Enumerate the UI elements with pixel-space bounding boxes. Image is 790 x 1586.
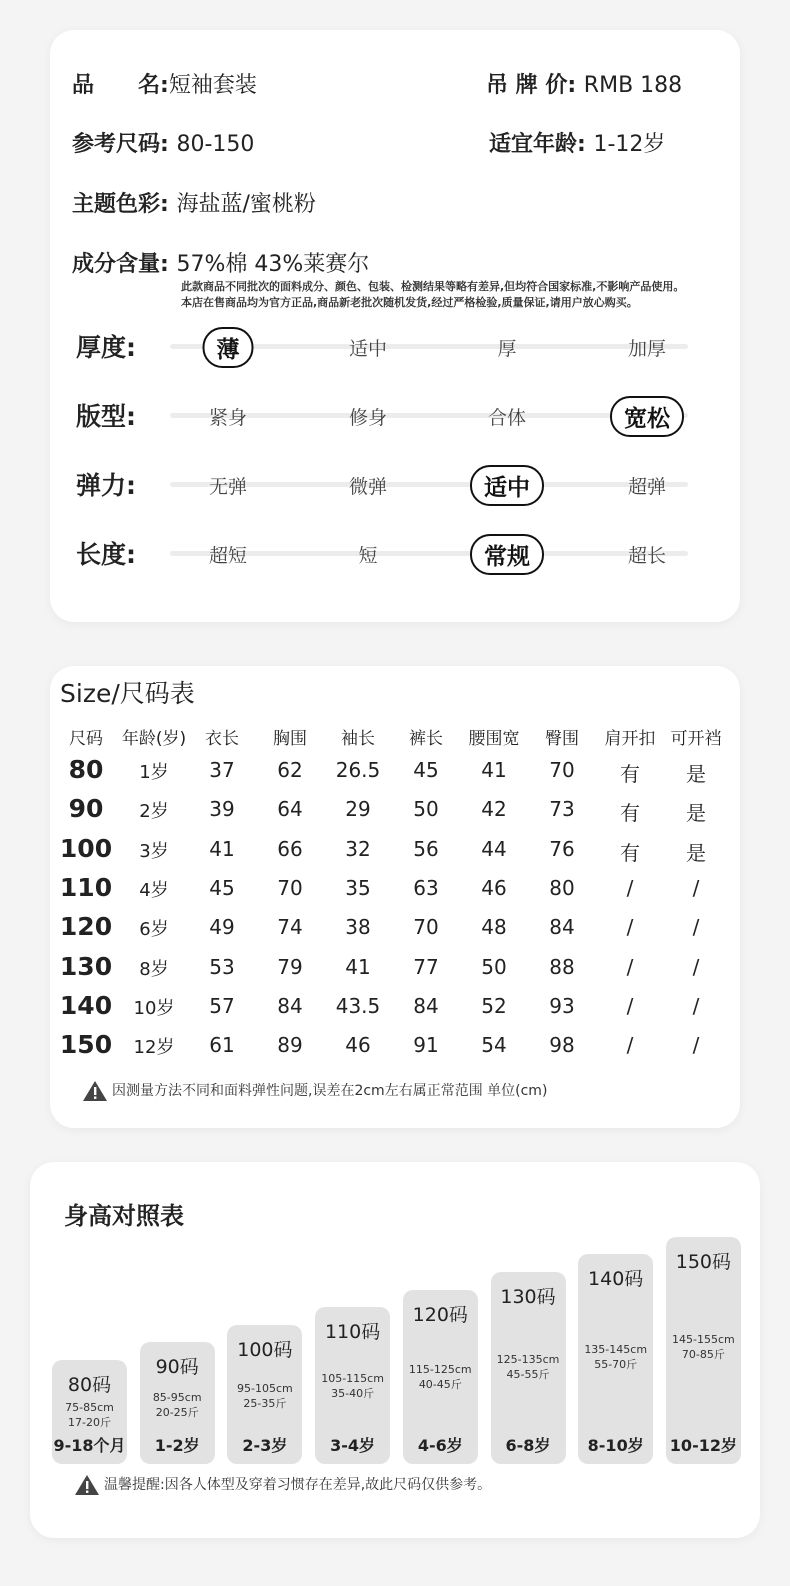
bar-age-label: 8-10岁 xyxy=(587,1436,644,1455)
bar-height-label: 135-145cm xyxy=(584,1342,648,1356)
table-cell: 10岁 xyxy=(133,997,175,1019)
bar-height-label: 145-155cm xyxy=(672,1333,735,1347)
table-cell: 39 xyxy=(209,797,235,822)
table-size-cell: 150 xyxy=(59,1030,113,1060)
table-cell: 38 xyxy=(345,915,371,940)
attribute-option-selected: 适中 xyxy=(470,465,544,506)
table-size-cell: 120 xyxy=(59,912,113,942)
table-cell: 是 xyxy=(686,840,706,865)
attribute-label: 长度: xyxy=(76,540,136,569)
table-cell: / xyxy=(626,875,634,900)
attribute-option: 合体 xyxy=(487,407,526,429)
note-line-2: 本店在售商品均为官方正品,商品新老批次随机发货,经过严格检验,质量保证,请用户放心购买。 xyxy=(181,296,638,309)
attribute-option: 紧身 xyxy=(208,407,247,429)
table-cell: 74 xyxy=(277,915,303,940)
table-cell: 84 xyxy=(277,993,303,1018)
attribute-option: 短 xyxy=(358,545,378,567)
attribute-label: 厚度: xyxy=(76,333,136,362)
table-size-cell: 100 xyxy=(59,833,113,863)
height-bar xyxy=(403,1290,478,1464)
price-value: RMB 188 xyxy=(583,73,683,98)
height-bar xyxy=(578,1254,653,1464)
table-cell: 46 xyxy=(481,875,507,900)
age-row xyxy=(489,127,665,158)
attribute-option-selected: 宽松 xyxy=(610,396,684,437)
product-info-card xyxy=(50,30,740,622)
table-cell: 2岁 xyxy=(139,801,169,823)
height-chart-title: 身高对照表 xyxy=(64,1202,184,1230)
warning-icon xyxy=(82,1080,108,1102)
table-cell: 29 xyxy=(345,797,371,822)
table-cell: 有 xyxy=(620,762,640,786)
table-cell: 62 xyxy=(277,758,303,782)
material-label: 成分含量: xyxy=(72,252,169,277)
height-chart-card xyxy=(30,1162,760,1538)
table-cell: 50 xyxy=(481,954,507,979)
table-cell: 49 xyxy=(209,915,235,940)
height-bar xyxy=(315,1307,390,1464)
table-cell: 56 xyxy=(413,836,439,861)
table-cell: 有 xyxy=(620,801,640,826)
table-cell: 77 xyxy=(413,954,439,979)
table-header-cell: 衣长 xyxy=(205,729,239,749)
bar-size-label: 110码 xyxy=(324,1321,381,1343)
table-cell: 是 xyxy=(686,762,706,786)
size-table-title: Size/尺码表 xyxy=(60,679,195,708)
table-cell: 48 xyxy=(481,915,507,940)
table-cell: 84 xyxy=(549,915,575,940)
table-header-cell: 裤长 xyxy=(409,729,443,749)
size-table-card xyxy=(50,666,740,1128)
bar-weight-label: 45-55斤 xyxy=(506,1367,550,1381)
table-cell: 46 xyxy=(345,1033,371,1058)
table-cell: 6岁 xyxy=(139,919,169,941)
table-cell: 70 xyxy=(549,758,575,782)
bar-height-label: 115-125cm xyxy=(408,1362,472,1376)
bar-height-label: 125-135cm xyxy=(496,1352,560,1366)
color-row xyxy=(72,187,316,218)
table-header-cell: 可开裆 xyxy=(670,729,722,749)
bar-age-label: 9-18个月 xyxy=(53,1436,126,1455)
bar-age-label: 1-2岁 xyxy=(154,1436,200,1455)
attribute-option: 厚 xyxy=(497,338,517,360)
bar-size-label: 130码 xyxy=(500,1286,556,1308)
table-cell: 88 xyxy=(549,954,575,979)
table-cell: 1岁 xyxy=(139,762,169,783)
table-cell: 79 xyxy=(277,954,303,979)
table-cell: / xyxy=(626,915,634,940)
product-name-row xyxy=(72,68,257,99)
table-cell: / xyxy=(692,993,700,1018)
table-cell: 64 xyxy=(277,797,303,822)
material-row xyxy=(72,247,369,278)
table-header-cell: 袖长 xyxy=(341,729,375,749)
table-cell: 70 xyxy=(413,915,439,940)
product-name-value: 短袖套装 xyxy=(168,73,257,98)
table-cell: 70 xyxy=(277,875,303,900)
attribute-option-selected: 常规 xyxy=(470,534,544,575)
table-size-cell: 110 xyxy=(59,872,113,902)
product-name-label: 品 名: xyxy=(72,73,169,98)
table-cell: 是 xyxy=(686,801,706,826)
bar-size-label: 80码 xyxy=(67,1374,112,1396)
table-header-cell: 肩开扣 xyxy=(604,729,656,749)
attribute-option: 修身 xyxy=(348,407,387,429)
table-cell: 91 xyxy=(413,1033,439,1058)
bar-size-label: 100码 xyxy=(237,1339,293,1361)
table-cell: / xyxy=(692,875,700,900)
price-row xyxy=(486,68,682,99)
table-cell: 12岁 xyxy=(133,1037,175,1059)
table-cell: 3岁 xyxy=(139,840,169,862)
size-range-label: 参考尺码: xyxy=(72,132,169,157)
bar-weight-label: 70-85斤 xyxy=(681,1348,725,1362)
table-size-cell: 80 xyxy=(68,755,104,784)
bar-weight-label: 40-45斤 xyxy=(418,1377,462,1391)
material-value: 57%棉 43%莱赛尔 xyxy=(176,252,370,277)
bar-weight-label: 20-25斤 xyxy=(155,1406,199,1420)
table-header-cell: 尺码 xyxy=(69,729,103,749)
attribute-option: 适中 xyxy=(348,338,387,360)
size-range-row xyxy=(72,127,254,158)
height-chart-tip-text: 温馨提醒:因各人体型及穿着习惯存在差异,故此尺码仅供参考。 xyxy=(104,1477,492,1493)
bar-size-label: 120码 xyxy=(412,1304,468,1326)
color-label: 主题色彩: xyxy=(72,192,169,217)
table-cell: / xyxy=(626,954,634,979)
table-cell: 35 xyxy=(345,875,371,900)
attribute-option: 超弹 xyxy=(627,476,666,498)
table-cell: 4岁 xyxy=(139,879,169,901)
size-table-note xyxy=(82,1080,547,1102)
table-size-cell: 130 xyxy=(59,951,113,981)
color-value: 海盐蓝/蜜桃粉 xyxy=(176,192,316,217)
bar-height-label: 105-115cm xyxy=(321,1371,384,1385)
bar-height-label: 95-105cm xyxy=(237,1381,293,1395)
bar-size-label: 90码 xyxy=(155,1356,199,1378)
table-cell: / xyxy=(626,1033,634,1058)
table-cell: 41 xyxy=(345,954,371,979)
age-value: 1-12岁 xyxy=(593,132,666,157)
bar-weight-label: 17-20斤 xyxy=(68,1416,111,1429)
bar-age-label: 2-3岁 xyxy=(242,1436,288,1455)
bar-size-label: 150码 xyxy=(675,1251,732,1273)
table-cell: 44 xyxy=(481,836,507,861)
bar-age-label: 6-8岁 xyxy=(505,1436,551,1455)
note-line-1: 此款商品不同批次的面料成分、颜色、包装、检测结果等略有差异,但均符合国家标准,不影响产品使用。 xyxy=(181,280,685,293)
table-cell: 76 xyxy=(549,836,575,861)
height-bar xyxy=(227,1325,302,1464)
bar-age-label: 3-4岁 xyxy=(330,1436,376,1455)
height-bar xyxy=(666,1237,741,1464)
table-cell: 41 xyxy=(209,836,235,861)
attribute-label: 版型: xyxy=(76,402,136,431)
table-cell: 37 xyxy=(209,758,235,782)
table-header-cell: 胸围 xyxy=(273,729,307,749)
table-cell: 有 xyxy=(620,840,640,865)
price-label: 吊 牌 价: xyxy=(486,73,577,98)
table-cell: 84 xyxy=(413,993,439,1018)
bar-size-label: 140码 xyxy=(588,1268,644,1290)
table-cell: 66 xyxy=(277,836,303,861)
table-header-cell: 年龄(岁) xyxy=(121,729,187,749)
height-chart-tip xyxy=(74,1474,491,1496)
table-header-cell: 腰围宽 xyxy=(468,729,520,749)
table-header-cell: 臀围 xyxy=(545,729,579,749)
table-cell: 73 xyxy=(549,797,575,822)
attribute-option: 加厚 xyxy=(627,338,666,360)
table-cell: 61 xyxy=(209,1033,235,1058)
size-table-note-text: 因测量方法不同和面料弹性问题,误差在2cm左右属正常范围 单位(cm) xyxy=(112,1083,548,1099)
table-cell: 89 xyxy=(277,1033,303,1058)
age-label: 适宜年龄: xyxy=(489,132,586,157)
bar-age-label: 10-12岁 xyxy=(669,1436,737,1455)
bar-height-label: 85-95cm xyxy=(152,1391,202,1405)
bar-weight-label: 35-40斤 xyxy=(331,1386,375,1400)
attribute-option: 微弹 xyxy=(348,476,387,498)
bar-height-label: 75-85cm xyxy=(65,1401,114,1414)
table-cell: 42 xyxy=(481,797,507,822)
table-cell: 52 xyxy=(481,993,507,1018)
height-bar xyxy=(491,1272,566,1464)
bar-weight-label: 25-35斤 xyxy=(243,1396,287,1410)
table-cell: 43.5 xyxy=(335,993,381,1018)
table-cell: / xyxy=(626,993,634,1018)
table-cell: 98 xyxy=(549,1033,575,1058)
table-cell: 93 xyxy=(549,993,575,1018)
table-cell: / xyxy=(692,1033,700,1058)
table-cell: 57 xyxy=(209,993,235,1018)
height-bar xyxy=(52,1360,127,1464)
table-cell: 8岁 xyxy=(139,958,169,980)
size-range-value: 80-150 xyxy=(176,132,255,157)
table-cell: / xyxy=(692,915,700,940)
table-cell: 26.5 xyxy=(335,758,381,782)
table-cell: 41 xyxy=(481,758,507,782)
attribute-option-selected: 薄 xyxy=(203,327,254,368)
attribute-option: 超长 xyxy=(627,545,666,567)
table-size-cell: 90 xyxy=(68,794,104,824)
table-cell: 45 xyxy=(209,875,235,900)
bar-age-label: 4-6岁 xyxy=(417,1436,463,1455)
table-cell: 54 xyxy=(481,1033,507,1058)
table-cell: 50 xyxy=(413,797,439,822)
warning-icon xyxy=(74,1474,100,1496)
table-size-cell: 140 xyxy=(59,990,113,1020)
attribute-option: 无弹 xyxy=(208,476,247,498)
table-cell: 63 xyxy=(413,875,439,900)
table-cell: 32 xyxy=(345,836,371,861)
bar-weight-label: 55-70斤 xyxy=(594,1357,638,1371)
table-cell: 53 xyxy=(209,954,235,979)
height-bar xyxy=(140,1342,215,1464)
table-cell: 80 xyxy=(549,875,575,900)
attribute-label: 弹力: xyxy=(76,471,136,500)
table-cell: 45 xyxy=(413,758,439,782)
attribute-option: 超短 xyxy=(208,545,247,567)
table-cell: / xyxy=(692,954,700,979)
